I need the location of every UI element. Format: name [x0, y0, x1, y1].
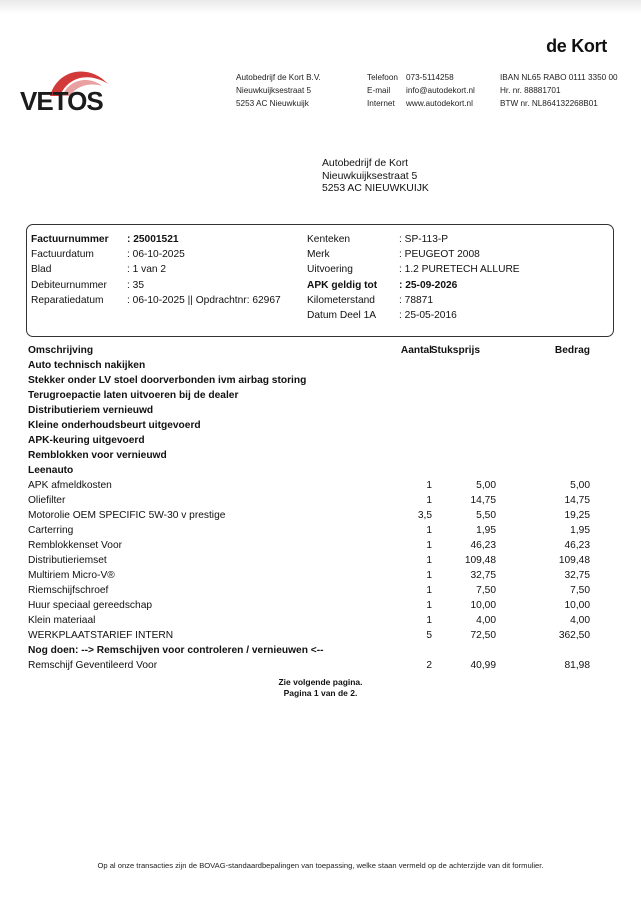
recipient-line: Autobedrijf de Kort	[322, 158, 409, 169]
row-unit-price: 4,00	[476, 615, 496, 626]
table-row	[28, 568, 598, 583]
info-label: Merk	[307, 249, 330, 261]
row-quantity: 1	[426, 600, 432, 611]
row-unit-price: 14,75	[470, 495, 496, 506]
row-amount: 19,25	[564, 510, 590, 521]
contact-phone: 073-5114258	[406, 73, 454, 82]
brand-name: de Kort	[546, 36, 607, 56]
table-row	[28, 523, 598, 538]
row-quantity: 1	[426, 495, 432, 506]
row-description: Huur speciaal gereedschap	[28, 600, 153, 611]
table-row	[28, 583, 598, 598]
info-label: Blad	[31, 264, 52, 276]
row-amount: 46,23	[564, 540, 590, 551]
company-address	[236, 72, 321, 110]
row-quantity: 1	[426, 525, 432, 536]
continuation-note: Zie volgende pagina.	[278, 677, 363, 687]
bank-iban: IBAN NL65 RABO 0111 3350 00	[500, 73, 618, 82]
row-amount: 10,00	[564, 600, 590, 611]
row-amount: 5,00	[570, 480, 590, 491]
chamber-number: Hr. nr. 88881701	[500, 85, 561, 95]
footer-terms: Op al onze transacties zijn de BOVAG-standaardbepalingen van toepassing, welke staan vermeld op de achterzijde van dit formulier.	[97, 861, 544, 870]
table-row	[28, 508, 598, 523]
header-description: Omschrijving	[28, 345, 94, 356]
vat-number: BTW nr. NL864132268B01	[500, 98, 598, 108]
contact-email: info@autodekort.nl	[406, 85, 475, 95]
table-row	[28, 403, 598, 418]
company-address-line: Autobedrijf de Kort B.V.	[236, 73, 321, 82]
table-row	[28, 358, 598, 373]
table-row	[28, 448, 598, 463]
info-value: : 78871	[399, 294, 433, 306]
row-amount: 362,50	[558, 630, 590, 641]
info-label: Kenteken	[307, 234, 351, 245]
company-contact-values	[406, 72, 475, 110]
company-address-line: 5253 AC Nieuwkuijk	[236, 98, 309, 108]
info-value: : 1.2 PURETECH ALLURE	[399, 264, 520, 276]
row-description: Klein materiaal	[28, 615, 96, 626]
row-description: Carterring	[28, 525, 74, 536]
recipient-line: 5253 AC NIEUWKUIJK	[322, 183, 429, 194]
row-description: Distributieriem vernieuwd	[28, 405, 154, 416]
info-value: : 06-10-2025 || Opdrachtnr: 62967	[127, 294, 281, 306]
table-row	[28, 553, 598, 568]
row-description: Terugroepactie laten uitvoeren bij de dealer	[28, 390, 239, 401]
row-quantity: 3,5	[417, 510, 432, 521]
row-description: Remblokkenset Voor	[28, 540, 122, 551]
company-address-line: Nieuwkuijksestraat 5	[236, 85, 312, 95]
row-amount: 32,75	[564, 570, 590, 581]
row-description: Stekker onder LV stoel doorverbonden ivm airbag storing	[28, 375, 307, 386]
row-amount: 7,50	[570, 585, 590, 596]
table-row	[28, 478, 598, 493]
row-unit-price: 32,75	[470, 570, 496, 581]
header-quantity: Aantal	[400, 345, 432, 356]
vetos-logo	[20, 66, 135, 136]
recipient-line: Nieuwkuijksestraat 5	[322, 170, 418, 182]
row-amount: 1,95	[570, 525, 590, 536]
row-unit-price: 46,23	[470, 540, 496, 551]
info-label: Factuurdatum	[31, 249, 94, 261]
row-description: Motorolie OEM SPECIFIC 5W-30 v prestige	[28, 510, 226, 521]
table-row	[28, 628, 598, 643]
table-row	[28, 388, 598, 403]
info-value: : 35	[127, 279, 144, 291]
row-unit-price: 10,00	[470, 600, 496, 611]
row-unit-price: 40,99	[470, 660, 496, 671]
table-row	[28, 613, 598, 628]
info-label: Debiteurnummer	[31, 279, 107, 291]
info-value: : 25-09-2026	[399, 279, 458, 291]
row-quantity: 1	[426, 555, 432, 566]
row-unit-price: 5,00	[476, 480, 496, 491]
info-label: Reparatiedatum	[31, 294, 104, 306]
table-row	[28, 493, 598, 508]
row-quantity: 1	[426, 585, 432, 596]
table-header	[28, 343, 598, 358]
row-unit-price: 1,95	[476, 525, 496, 536]
row-quantity: 1	[426, 615, 432, 626]
info-label: APK geldig tot	[307, 279, 378, 291]
contact-website: www.autodekort.nl	[406, 98, 473, 108]
header-amount: Bedrag	[554, 345, 590, 356]
info-value: : PEUGEOT 2008	[399, 249, 480, 261]
row-description: Auto technisch nakijken	[28, 360, 146, 371]
row-amount: 14,75	[564, 495, 590, 506]
row-description: Remschijf Geventileerd Voor	[28, 660, 158, 671]
info-label: Uitvoering	[307, 264, 353, 276]
table-row	[28, 538, 598, 553]
info-value: : 06-10-2025	[127, 249, 185, 261]
row-description: Remblokken voor vernieuwd	[28, 450, 167, 461]
table-row	[28, 658, 598, 673]
row-amount: 4,00	[570, 615, 590, 626]
row-description: WERKPLAATSTARIEF INTERN	[28, 630, 174, 641]
contact-label: E-mail	[367, 85, 391, 95]
company-contact-labels	[367, 72, 398, 110]
invoice-lines	[28, 343, 598, 673]
row-quantity: 2	[426, 660, 432, 671]
info-label: Kilometerstand	[307, 294, 375, 306]
table-body	[28, 358, 598, 673]
page-indicator: Pagina 1 van de 2.	[283, 688, 358, 698]
row-amount: 109,48	[558, 555, 590, 566]
table-row	[28, 643, 598, 658]
info-label: Datum Deel 1A	[307, 309, 377, 321]
top-shade	[0, 0, 641, 14]
row-description: Nog doen: --> Remschijven voor controleren / vernieuwen <--	[28, 645, 324, 656]
row-quantity: 1	[426, 540, 432, 551]
row-description: Oliefilter	[28, 495, 66, 506]
recipient-address	[322, 158, 429, 196]
contact-label: Telefoon	[367, 73, 398, 82]
info-label: Factuurnummer	[31, 234, 109, 245]
row-unit-price: 109,48	[464, 555, 496, 566]
company-bank-details	[500, 72, 618, 110]
info-value: : SP-113-P	[399, 234, 449, 245]
logo-text: VETOS	[20, 86, 103, 116]
row-amount: 81,98	[564, 660, 590, 671]
info-value: : 25-05-2016	[399, 309, 457, 321]
row-description: APK-keuring uitgevoerd	[28, 435, 145, 446]
row-unit-price: 5,50	[476, 510, 496, 521]
row-quantity: 5	[426, 630, 432, 641]
row-quantity: 1	[426, 570, 432, 581]
info-value: : 25001521	[127, 234, 179, 245]
row-description: Multiriem Micro-V®	[28, 570, 115, 581]
contact-label: Internet	[367, 98, 395, 108]
row-description: Leenauto	[28, 465, 74, 476]
table-row	[28, 433, 598, 448]
row-description: Kleine onderhoudsbeurt uitgevoerd	[28, 420, 201, 431]
header-unit-price: Stuksprijs	[430, 345, 480, 356]
row-unit-price: 72,50	[470, 630, 496, 641]
table-row	[28, 373, 598, 388]
row-quantity: 1	[426, 480, 432, 491]
info-value: : 1 van 2	[127, 264, 167, 276]
table-row	[28, 418, 598, 433]
table-row	[28, 463, 598, 478]
row-unit-price: 7,50	[476, 585, 496, 596]
invoice-info-box	[26, 224, 614, 337]
table-row	[28, 598, 598, 613]
row-description: Riemschijfschroef	[28, 585, 109, 596]
row-description: APK afmeldkosten	[28, 480, 112, 491]
row-description: Distributieriemset	[28, 555, 107, 566]
